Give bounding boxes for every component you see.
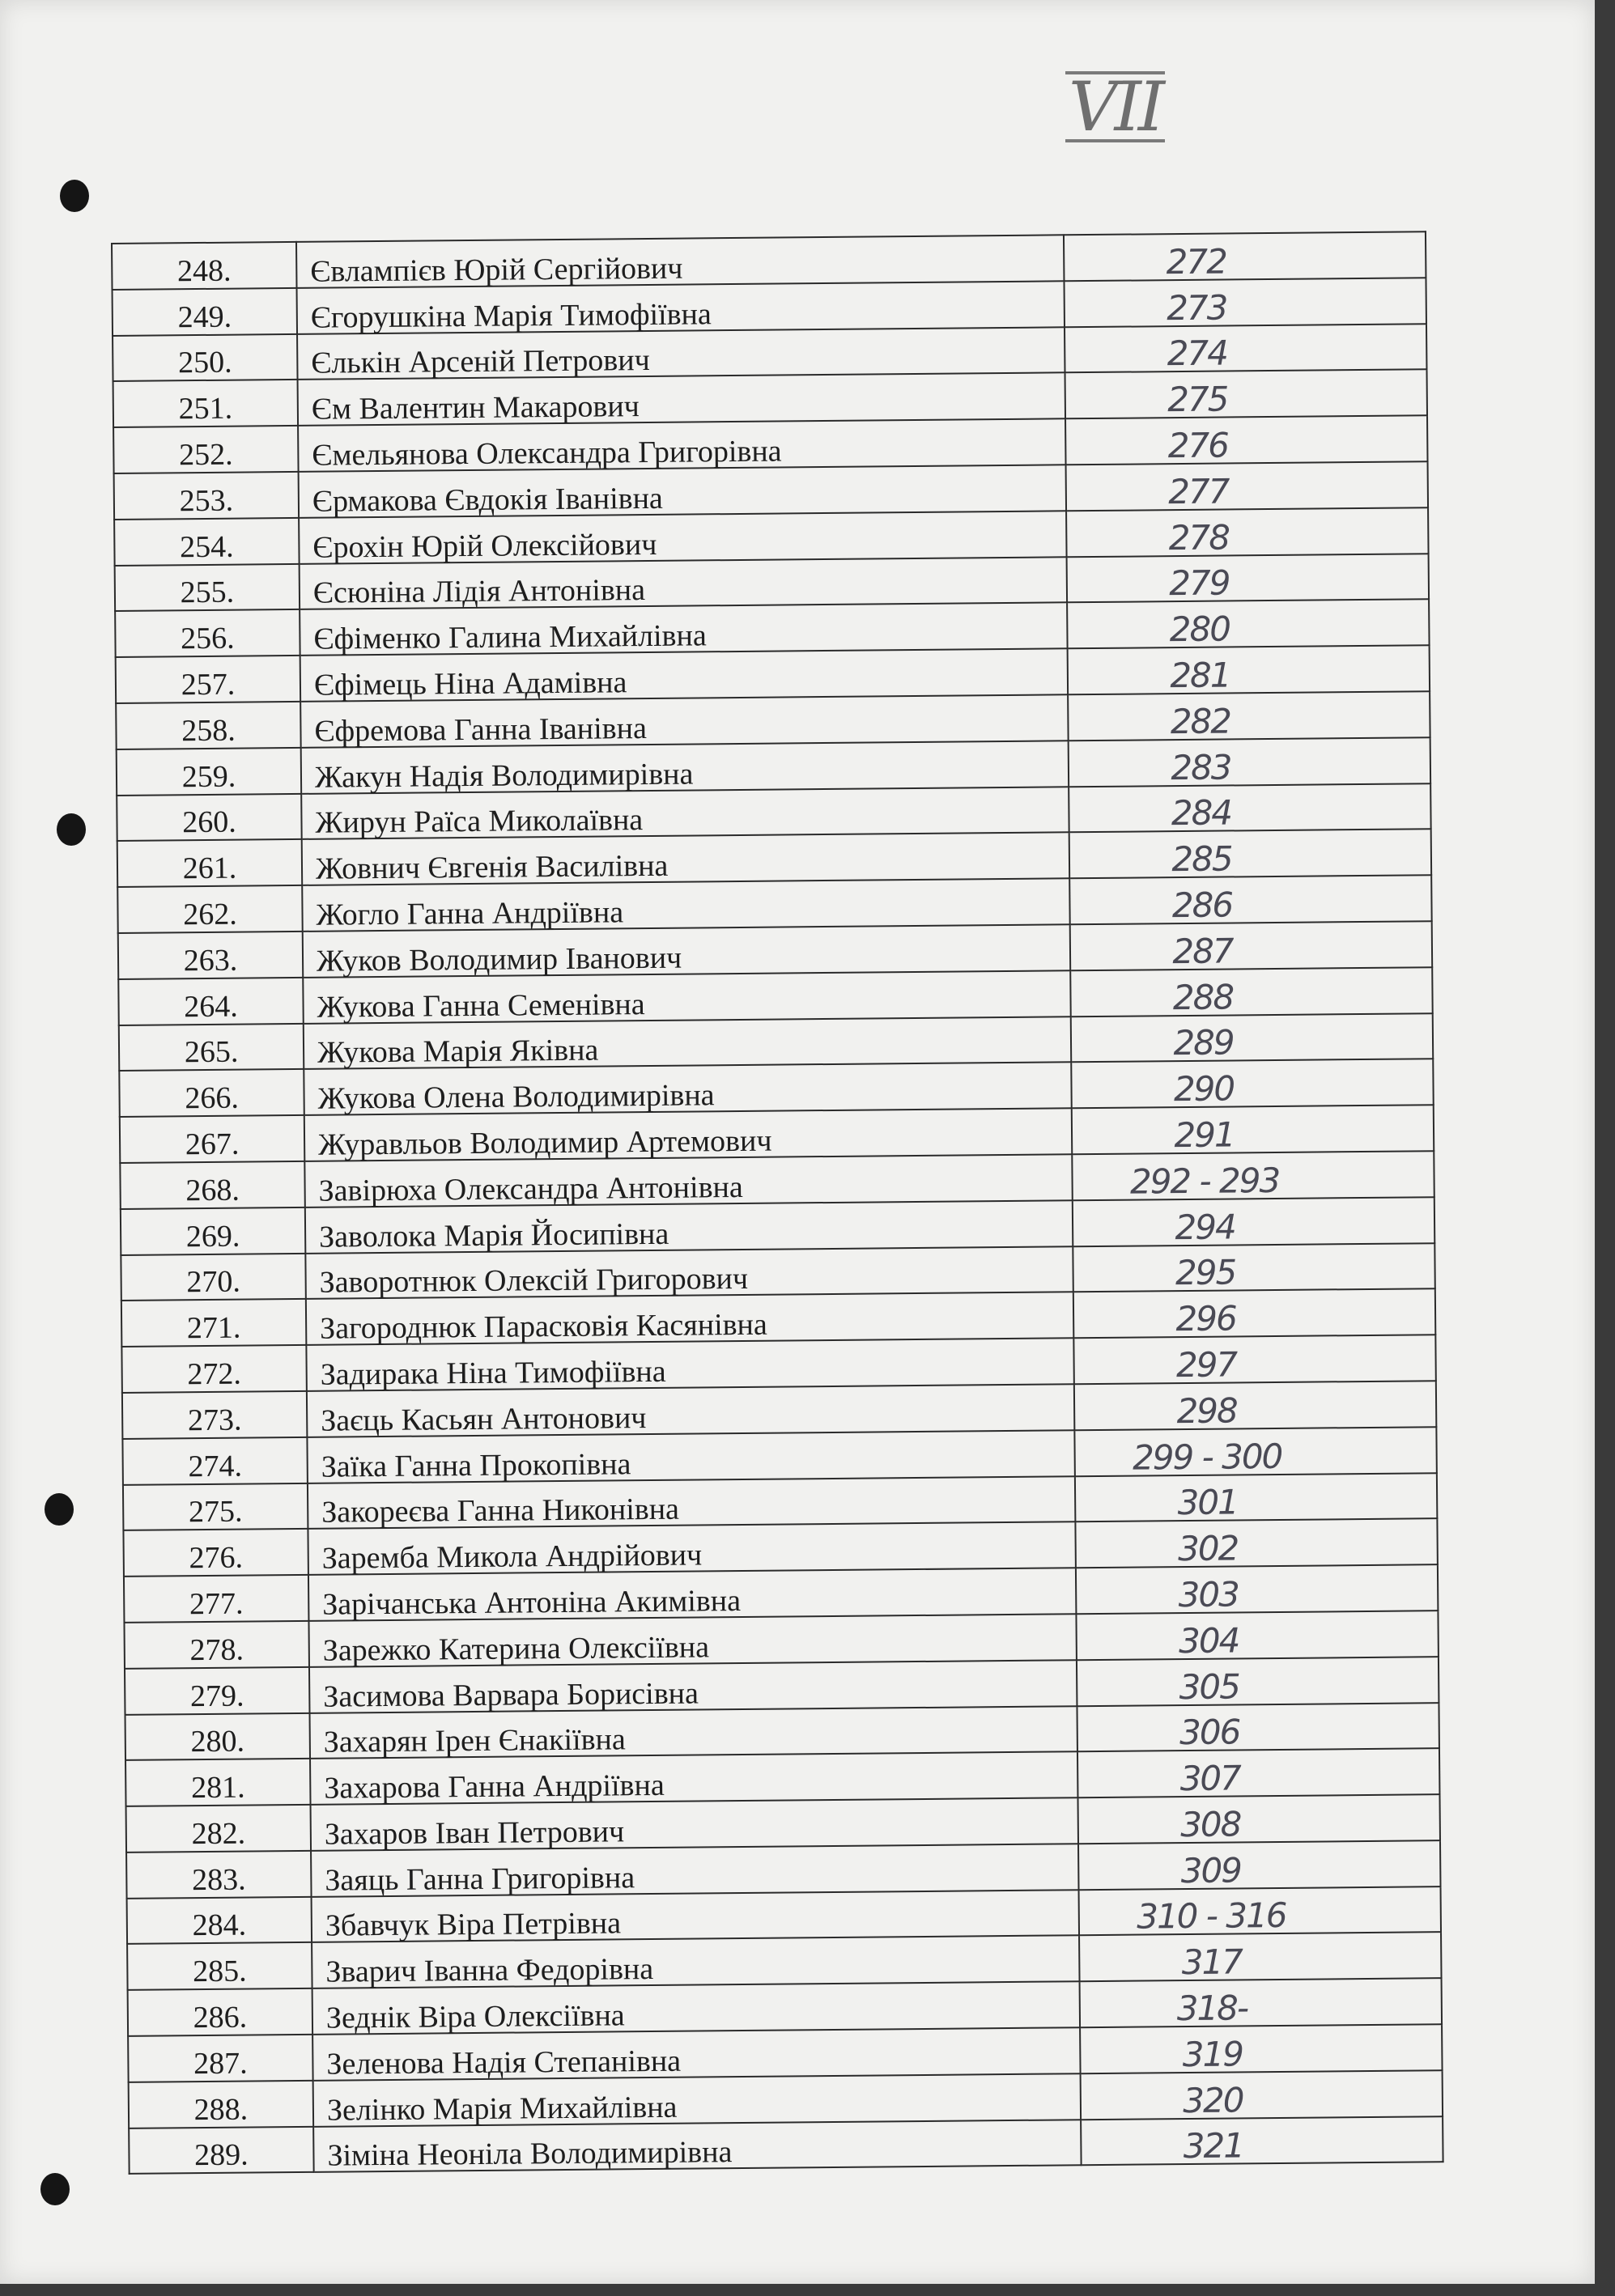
row-number: 272. bbox=[121, 1345, 307, 1393]
row-number: 257. bbox=[116, 656, 301, 703]
person-name: Журавльов Володимир Артемович bbox=[304, 1108, 1072, 1161]
person-name: Збавчук Віра Петрівна bbox=[312, 1890, 1079, 1942]
row-number: 265. bbox=[119, 1023, 304, 1071]
page-mark: VII bbox=[1065, 71, 1165, 142]
row-number: 251. bbox=[113, 380, 299, 427]
page-reference: 280 bbox=[1067, 600, 1429, 649]
row-number: 278. bbox=[124, 1621, 309, 1669]
page-reference: 276 bbox=[1065, 415, 1427, 465]
person-name: Єфімець Ніна Адамівна bbox=[300, 648, 1068, 701]
row-number: 285. bbox=[127, 1942, 312, 1990]
page-reference: 281 bbox=[1068, 645, 1430, 694]
row-number: 249. bbox=[113, 288, 298, 336]
punch-hole bbox=[45, 1493, 74, 1526]
page-reference: 294 bbox=[1073, 1197, 1434, 1246]
page-reference: 303 bbox=[1076, 1564, 1438, 1614]
person-name: Захарова Ганна Андріївна bbox=[310, 1752, 1077, 1805]
page-reference: 285 bbox=[1069, 830, 1431, 879]
person-name: Єсюніна Лідія Антонівна bbox=[300, 557, 1067, 609]
person-name: Засимова Варвара Борисівна bbox=[309, 1660, 1077, 1712]
page-reference: 273 bbox=[1064, 278, 1426, 327]
person-name: Єфіменко Галина Михайлівна bbox=[300, 603, 1067, 656]
person-name: Задирака Ніна Тимофіївна bbox=[306, 1338, 1073, 1390]
person-name: Загороднюк Парасковія Касянівна bbox=[306, 1292, 1073, 1345]
row-number: 271. bbox=[121, 1299, 307, 1347]
person-name: Жукова Ганна Семенівна bbox=[303, 970, 1070, 1023]
page-reference: 307 bbox=[1077, 1748, 1439, 1797]
page-reference: 309 bbox=[1078, 1840, 1440, 1890]
person-name: Єлькін Арсеній Петрович bbox=[297, 327, 1065, 380]
row-number: 281. bbox=[125, 1759, 311, 1806]
row-number: 275. bbox=[123, 1483, 308, 1530]
person-name: Завірюха Олександра Антонівна bbox=[304, 1154, 1072, 1207]
page-reference: 286 bbox=[1069, 875, 1431, 924]
person-name: Жирун Раїса Миколаївна bbox=[301, 787, 1069, 839]
row-number: 262. bbox=[117, 885, 303, 933]
page-reference: 306 bbox=[1077, 1703, 1439, 1752]
person-name: Зарежко Катерина Олексіївна bbox=[308, 1614, 1076, 1666]
page-reference: 282 bbox=[1068, 691, 1430, 741]
person-name: Захарян Ірен Єнакіївна bbox=[309, 1706, 1077, 1759]
punch-hole bbox=[57, 813, 86, 846]
page-reference: 295 bbox=[1073, 1243, 1434, 1292]
row-number: 267. bbox=[120, 1115, 305, 1163]
page-reference: 301 bbox=[1075, 1473, 1437, 1522]
row-number: 280. bbox=[125, 1712, 311, 1760]
page-reference: 302 bbox=[1075, 1519, 1437, 1568]
person-name: Єфремова Ганна Іванівна bbox=[300, 694, 1068, 747]
row-number: 253. bbox=[114, 472, 300, 520]
row-number: 263. bbox=[118, 932, 304, 979]
row-number: 274. bbox=[122, 1437, 308, 1485]
person-name: Ємельянова Олександра Григорівна bbox=[298, 418, 1065, 471]
page-reference: 318- bbox=[1080, 1978, 1442, 2027]
page-reference: 278 bbox=[1066, 507, 1428, 557]
person-name: Жовнич Євгенія Василівна bbox=[302, 833, 1069, 885]
row-number: 282. bbox=[126, 1805, 312, 1853]
page-reference: 283 bbox=[1069, 737, 1430, 787]
person-name: Заремба Микола Андрійович bbox=[308, 1522, 1075, 1575]
page-reference: 298 bbox=[1074, 1381, 1436, 1430]
row-number: 277. bbox=[124, 1575, 309, 1623]
page-reference: 272 bbox=[1064, 231, 1426, 281]
person-name: Жакун Надія Володимирівна bbox=[301, 741, 1069, 793]
row-number: 259. bbox=[117, 748, 302, 796]
row-number: 270. bbox=[121, 1253, 306, 1301]
page-reference: 304 bbox=[1076, 1611, 1438, 1660]
page-reference: 288 bbox=[1070, 967, 1432, 1016]
person-name: Жукова Марія Яківна bbox=[304, 1016, 1071, 1069]
row-number: 261. bbox=[117, 839, 303, 887]
page-reference: 297 bbox=[1073, 1335, 1435, 1384]
row-number: 287. bbox=[128, 2035, 313, 2082]
person-name: Зварич Іванна Федорівна bbox=[312, 1936, 1079, 1988]
person-name: Зеленова Надія Степанівна bbox=[312, 2027, 1080, 2080]
row-number: 250. bbox=[113, 334, 298, 382]
person-name: Заєць Касьян Антонович bbox=[307, 1384, 1074, 1437]
row-number: 255. bbox=[115, 563, 300, 611]
person-name: Єрмакова Євдокія Іванівна bbox=[299, 465, 1066, 517]
row-number: 252. bbox=[113, 426, 299, 473]
row-number: 256. bbox=[115, 609, 300, 657]
person-name: Єгорушкіна Марія Тимофіївна bbox=[297, 281, 1065, 333]
row-number: 279. bbox=[125, 1667, 310, 1715]
page-reference: 299 - 300 bbox=[1074, 1427, 1436, 1476]
page-reference: 291 bbox=[1072, 1105, 1434, 1154]
page-reference: 317 bbox=[1079, 1933, 1441, 1982]
row-number: 264. bbox=[118, 978, 304, 1025]
page-reference: 284 bbox=[1069, 783, 1430, 833]
person-name: Зелінко Марія Михайлівна bbox=[313, 2073, 1081, 2126]
person-name: Зарічанська Антоніна Акимівна bbox=[308, 1568, 1076, 1620]
page-reference: 292 - 293 bbox=[1072, 1151, 1434, 1200]
page-reference: 279 bbox=[1067, 554, 1429, 603]
page-reference: 287 bbox=[1070, 921, 1432, 970]
row-number: 286. bbox=[128, 1988, 313, 2036]
page-reference: 308 bbox=[1077, 1794, 1439, 1844]
page-reference: 290 bbox=[1071, 1059, 1433, 1109]
person-name: Заїка Ганна Прокопівна bbox=[307, 1430, 1074, 1483]
page-reference: 296 bbox=[1073, 1289, 1435, 1339]
row-number: 283. bbox=[126, 1851, 312, 1899]
row-number: 288. bbox=[129, 2081, 314, 2128]
page-reference: 277 bbox=[1066, 461, 1428, 511]
row-number: 266. bbox=[119, 1069, 304, 1117]
person-name: Заяць Ганна Григорівна bbox=[311, 1844, 1078, 1896]
row-number: 269. bbox=[121, 1207, 306, 1255]
person-name: Жукова Олена Володимирівна bbox=[304, 1063, 1071, 1115]
row-number: 248. bbox=[112, 242, 297, 290]
punch-hole bbox=[40, 2173, 70, 2205]
page-reference: 320 bbox=[1081, 2070, 1443, 2120]
person-name: Зіміна Неоніла Володимирівна bbox=[313, 2120, 1081, 2172]
row-number: 289. bbox=[129, 2126, 314, 2174]
row-number: 260. bbox=[117, 793, 302, 841]
person-name: Єм Валентин Макарович bbox=[298, 373, 1065, 426]
page-reference: 305 bbox=[1077, 1657, 1439, 1706]
person-name: Жуков Володимир Іванович bbox=[303, 924, 1070, 977]
register-table bbox=[111, 231, 1444, 2175]
page-reference: 310 - 316 bbox=[1079, 1886, 1441, 1936]
person-name: Заворотнюк Олексій Григорович bbox=[305, 1246, 1073, 1299]
row-number: 258. bbox=[116, 702, 301, 749]
page-reference: 321 bbox=[1081, 2116, 1443, 2166]
row-number: 276. bbox=[123, 1529, 308, 1577]
person-name: Зеднік Віра Олексіївна bbox=[312, 1982, 1080, 2035]
page-reference: 274 bbox=[1065, 324, 1426, 373]
punch-hole bbox=[60, 180, 89, 212]
page-reference: 289 bbox=[1071, 1013, 1433, 1063]
person-name: Єрохін Юрій Олексійович bbox=[299, 511, 1066, 563]
row-number: 273. bbox=[122, 1391, 308, 1439]
page-reference: 275 bbox=[1065, 370, 1427, 419]
page-reference: 319 bbox=[1080, 2024, 1442, 2073]
register-body bbox=[112, 231, 1443, 2174]
person-name: Захаров Іван Петрович bbox=[311, 1797, 1078, 1850]
person-name: Заволока Марія Йосипівна bbox=[305, 1200, 1073, 1253]
person-name: Жогло Ганна Андріївна bbox=[302, 878, 1069, 931]
row-number: 284. bbox=[127, 1897, 312, 1945]
row-number: 268. bbox=[120, 1161, 305, 1209]
person-name: Закореєва Ганна Никонівна bbox=[308, 1476, 1075, 1529]
person-name: Євлампієв Юрій Сергійович bbox=[296, 235, 1064, 287]
row-number: 254. bbox=[114, 518, 300, 566]
